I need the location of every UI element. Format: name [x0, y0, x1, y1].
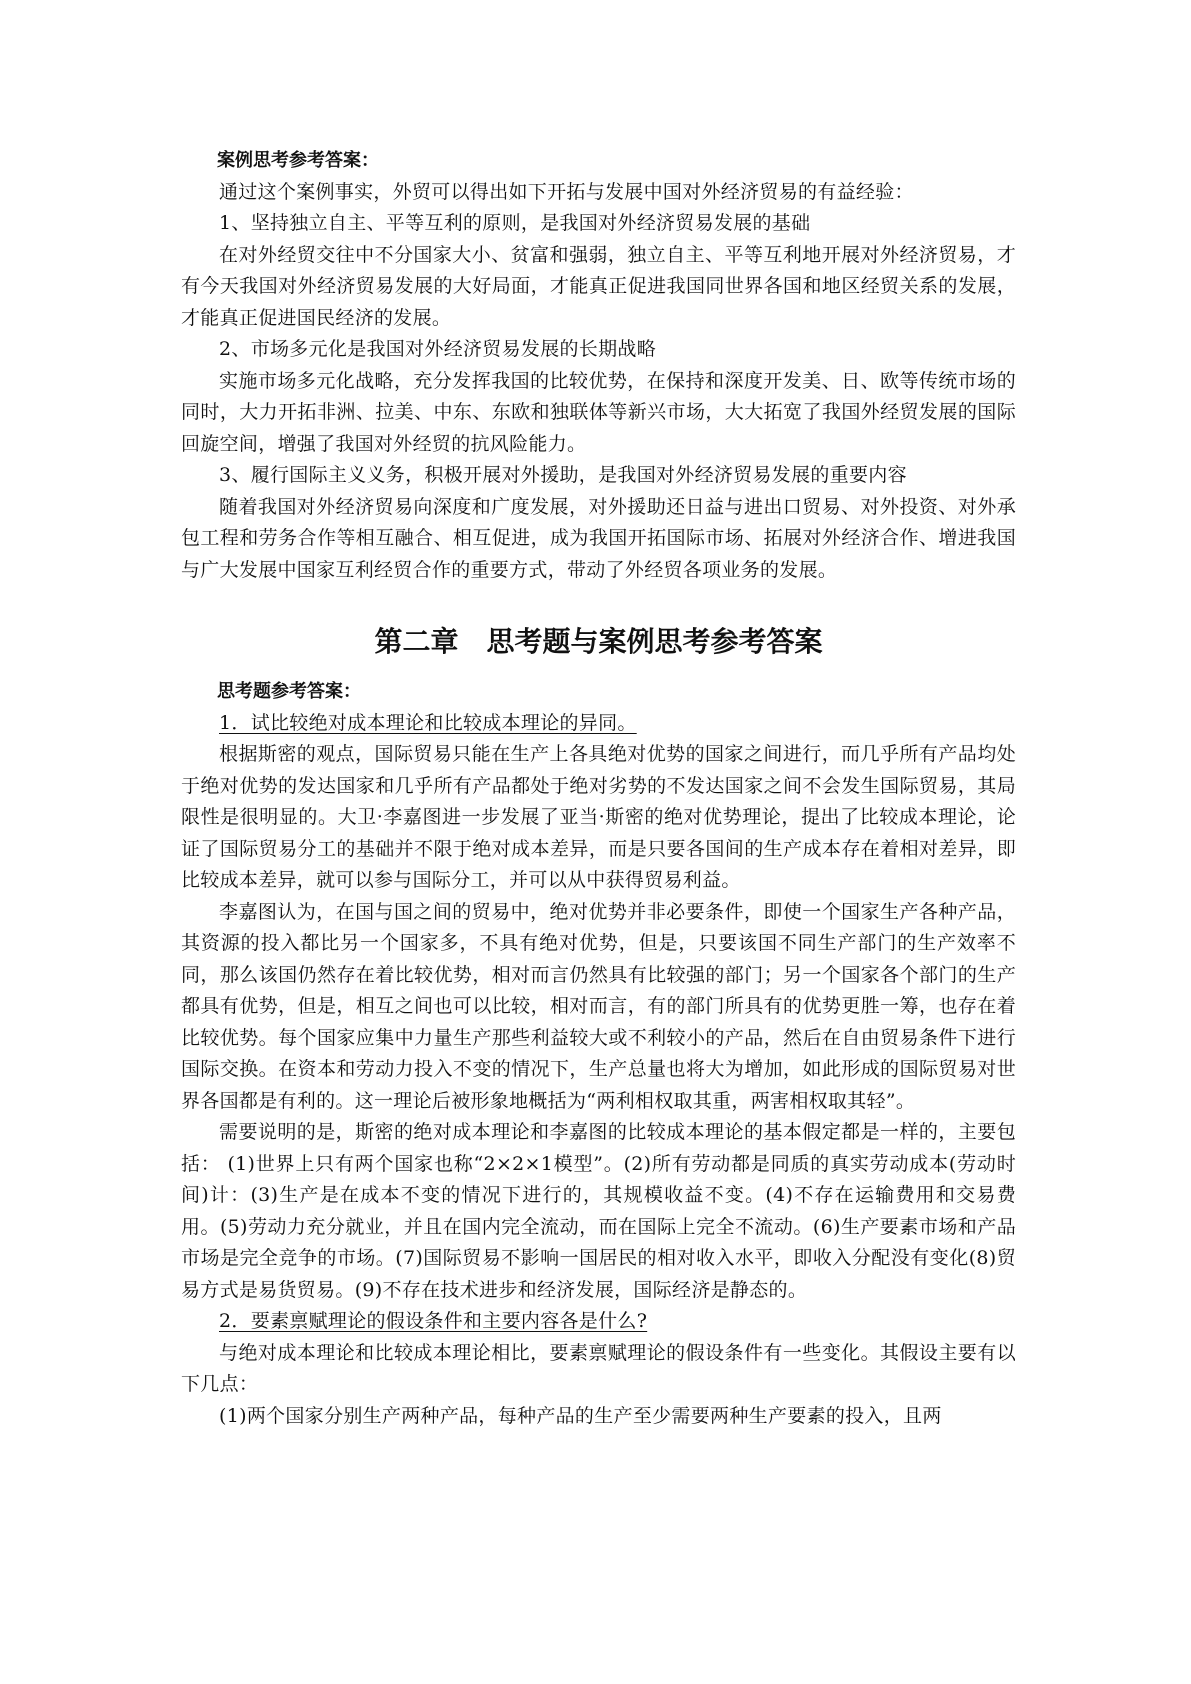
q1-paragraph-3: 需要说明的是，斯密的绝对成本理论和李嘉图的比较成本理论的基本假定都是一样的，主要包括： (1)世界上只有两个国家也称“2×2×1模型”。(2)所有劳动都是同质的真实劳动成本(劳动时间)计：(3)生产是在成本不变的情况下进行的，其规模收益不变。(4)不存在运输费用和交易费用。(5)劳动力充分就业，并且在国内完全流动，而在国际上完全不流动。(6)生产要素市场和产品市场是完全竞争的市场。(7)国际贸易不影响一国居民的相对收入水平，即收入分配没有变化(8)贸易方式是易货贸易。(9)不存在技术进步和经济发展，国际经济是静态的。	[181, 1121, 1016, 1301]
case-point1-title: 1、坚持独立自主、平等互利的原则，是我国对外经济贸易发展的基础	[219, 212, 811, 234]
question-2	[181, 1306, 1016, 1338]
case-point2-body: 实施市场多元化战略，充分发挥我国的比较优势，在保持和深度开发美、日、欧等传统市场的同时，大力开拓非洲、拉美、中东、东欧和独联体等新兴市场，大大拓宽了我国外经贸发展的国际回旋空间，增强了我国对外经贸的抗风险能力。	[181, 369, 1016, 455]
q2-paragraph-2: (1)两个国家分别生产两种产品，每种产品的生产至少需要两种生产要素的投入，且两	[219, 1404, 942, 1427]
document-page	[181, 145, 1016, 1432]
q2-paragraph-1: 与绝对成本理论和比较成本理论相比，要素禀赋理论的假设条件有一些变化。其假设主要有以下几点：	[181, 1341, 1016, 1395]
case-intro-paragraph: 通过这个案例事实，外贸可以得出如下开拓与发展中国对外经济贸易的有益经验：	[219, 180, 914, 203]
case-point1-body: 在对外经贸交往中不分国家大小、贫富和强弱，独立自主、平等互利地开展对外经济贸易，才有今天我国对外经济贸易发展的大好局面，才能真正促进我国同世界各国和地区经贸关系的发展，才能真正促进国民经济的发展。	[181, 243, 1016, 329]
case-point3-title: 3、履行国际主义义务，积极开展对外援助，是我国对外经济贸易发展的重要内容	[219, 464, 907, 486]
question-1-text: 1．试比较绝对成本理论和比较成本理论的异同。	[219, 711, 637, 734]
q1-paragraph-1: 根据斯密的观点，国际贸易只能在生产上各具绝对优势的国家之间进行，而几乎所有产品均处于绝对优势的发达国家和几乎所有产品都处于绝对劣势的不发达国家之间不会发生国际贸易，其局限性是很明显的。大卫·李嘉图进一步发展了亚当·斯密的绝对优势理论，提出了比较成本理论，论证了国际贸易分工的基础并不限于绝对成本差异，而是只要各国间的生产成本存在着相对差异，即比较成本差异，就可以参与国际分工，并可以从中获得贸易利益。	[181, 743, 1016, 891]
chapter-title: 第二章 思考题与案例思考参考答案	[374, 625, 823, 658]
case-point2-title: 2、市场多元化是我国对外经济贸易发展的长期战略	[219, 338, 656, 360]
case-answer-heading: 案例思考参考答案：	[217, 150, 379, 171]
question-1	[181, 708, 1016, 740]
thinking-answer-heading: 思考题参考答案：	[217, 681, 361, 702]
question-2-text: 2．要素禀赋理论的假设条件和主要内容各是什么?	[219, 1310, 648, 1332]
q1-paragraph-2: 李嘉图认为，在国与国之间的贸易中，绝对优势并非必要条件，即使一个国家生产各种产品，其资源的投入都比另一个国家多，不具有绝对优势，但是，只要该国不同生产部门的生产效率不同，那么该国仍然存在着比较优势，相对而言仍然具有比较强的部门；另一个国家各个部门的生产都具有优势，但是，相互之间也可以比较，相对而言，有的部门所具有的优势更胜一筹，也存在着比较优势。每个国家应集中力量生产那些利益较大或不利较小的产品，然后在自由贸易条件下进行国际交换。在资本和劳动力投入不变的情况下，生产总量也将大为增加，如此形成的国际贸易对世界各国都是有利的。这一理论后被形象地概括为“两利相权取其重，两害相权取其轻”。	[181, 900, 1016, 1112]
case-point3-body: 随着我国对外经济贸易向深度和广度发展，对外援助还日益与进出口贸易、对外投资、对外承包工程和劳务合作等相互融合、相互促进，成为我国开拓国际市场、拓展对外经济合作、增进我国与广大发展中国家互利经贸合作的重要方式，带动了外经贸各项业务的发展。	[181, 495, 1016, 581]
